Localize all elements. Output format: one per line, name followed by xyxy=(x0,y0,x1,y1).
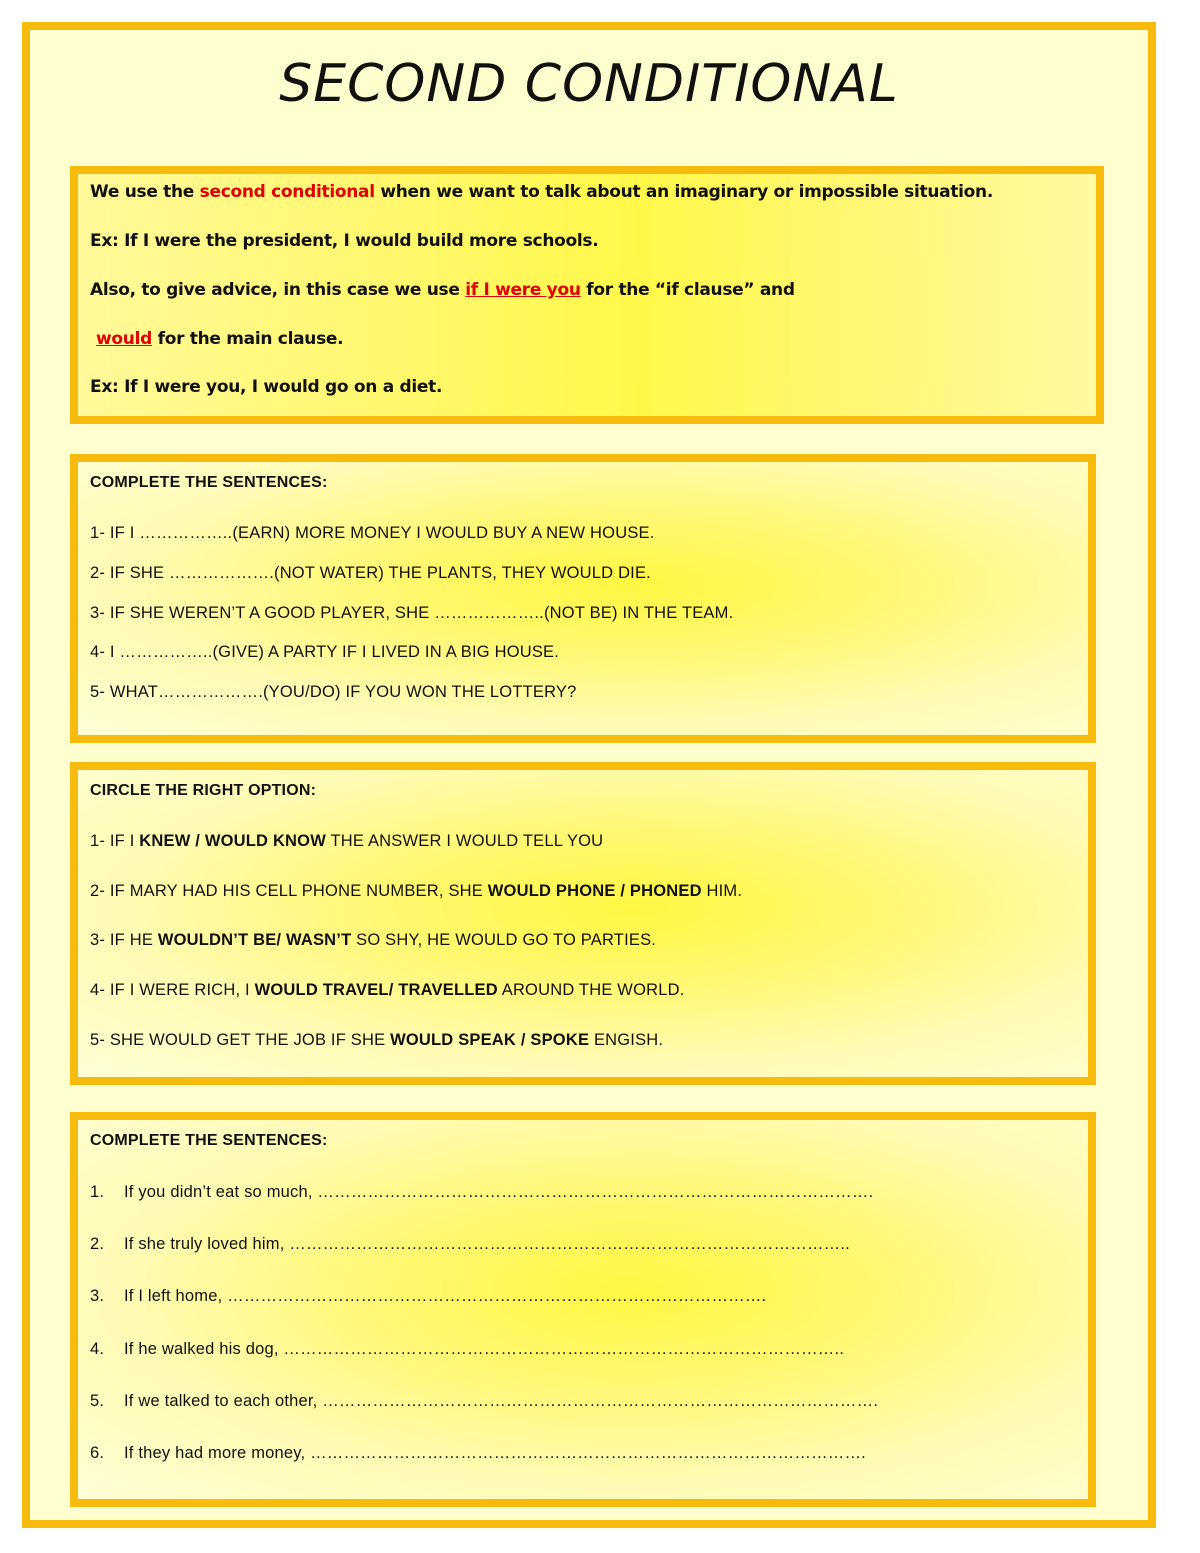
exercise-heading: CIRCLE THE RIGHT OPTION: xyxy=(90,782,317,799)
intro-example-2: Ex: If I were you, I would go on a diet. xyxy=(90,377,443,397)
item-text: If he walked his dog, ……………………………………………………………………………………….. xyxy=(124,1340,845,1358)
item-text: SO SHY, HE WOULD GO TO PARTIES. xyxy=(351,931,657,949)
exercise-item: 1- IF I ……………..(EARN) MORE MONEY I WOULD BUY A NEW HOUSE. xyxy=(90,524,655,542)
exercise-item xyxy=(90,981,685,1000)
list-item xyxy=(90,1392,878,1411)
exercise-item: 4- I ……………..(GIVE) A PARTY IF I LIVED IN A BIG HOUSE. xyxy=(90,643,560,661)
exercise-item xyxy=(90,832,603,851)
item-number: 5. xyxy=(90,1392,105,1410)
exercise-item: 5- WHAT……………….(YOU/DO) IF YOU WON THE LOTTERY? xyxy=(90,683,577,701)
intro-line-3 xyxy=(90,280,795,300)
item-text: THE ANSWER I WOULD TELL YOU xyxy=(326,832,604,850)
item-text: 3- IF HE xyxy=(90,931,158,949)
intro-text: for the main clause. xyxy=(151,329,344,349)
item-text: AROUND THE WORLD. xyxy=(497,981,685,999)
exercise-circle-box xyxy=(70,762,1096,1085)
list-item xyxy=(90,1235,850,1254)
item-number: 2. xyxy=(90,1235,105,1253)
exercise-complete-sentences-box xyxy=(70,1112,1096,1507)
item-number: 6. xyxy=(90,1444,105,1462)
option-choice[interactable]: WOULDN’T BE/ WASN’T xyxy=(157,931,352,949)
item-text: 1- IF I xyxy=(90,832,140,850)
item-number: 3. xyxy=(90,1287,105,1305)
item-text: 5- SHE WOULD GET THE JOB IF SHE xyxy=(90,1031,391,1049)
worksheet-page xyxy=(22,22,1156,1528)
exercise-item xyxy=(90,931,656,950)
option-choice[interactable]: WOULD SPEAK / SPOKE xyxy=(390,1031,590,1049)
item-text: If I left home, ……………………………………………………………………………………. xyxy=(124,1287,767,1305)
item-text: If she truly loved him, ……………………………………………………………………………………….. xyxy=(124,1235,850,1253)
highlight-if-i-were-you: if I were you xyxy=(465,280,581,300)
item-text: 4- IF I WERE RICH, I xyxy=(90,981,255,999)
explanation-box xyxy=(70,166,1104,424)
exercise-complete-box xyxy=(70,454,1096,743)
list-item xyxy=(90,1340,844,1359)
exercise-item xyxy=(90,1031,663,1050)
option-choice[interactable]: WOULD PHONE / PHONED xyxy=(487,882,702,900)
exercise-heading: COMPLETE THE SENTENCES: xyxy=(90,1132,328,1149)
item-text: 2- IF MARY HAD HIS CELL PHONE NUMBER, SHE xyxy=(90,882,488,900)
intro-text: when we want to talk about an imaginary or impossible situation. xyxy=(374,182,994,202)
exercise-item xyxy=(90,882,742,901)
intro-line-1 xyxy=(90,182,993,202)
item-number: 4. xyxy=(90,1340,105,1358)
intro-text: We use the xyxy=(90,182,200,202)
option-choice[interactable]: WOULD TRAVEL/ TRAVELLED xyxy=(254,981,498,999)
list-item xyxy=(90,1287,766,1306)
list-item xyxy=(90,1444,866,1463)
intro-text: for the “if clause” and xyxy=(580,280,795,300)
item-text: If you didn’t eat so much, ………………………………………………………………………………………. xyxy=(124,1183,874,1201)
exercise-heading: COMPLETE THE SENTENCES: xyxy=(90,474,328,491)
item-number: 1. xyxy=(90,1183,105,1201)
item-text: HIM. xyxy=(701,882,743,900)
item-text: If they had more money, ………………………………………………………………………………………. xyxy=(124,1444,866,1462)
intro-text: Also, to give advice, in this case we use xyxy=(90,280,466,300)
exercise-item: 2- IF SHE ……………….(NOT WATER) THE PLANTS, THEY WOULD DIE. xyxy=(90,564,651,582)
exercise-item: 3- IF SHE WEREN’T A GOOD PLAYER, SHE ………………..(NOT BE) IN THE TEAM. xyxy=(90,604,734,622)
item-text: If we talked to each other, ………………………………………………………………………………………. xyxy=(124,1392,879,1410)
intro-line-4 xyxy=(96,329,343,349)
highlight-would: would xyxy=(96,329,152,349)
item-text: ENGISH. xyxy=(589,1031,664,1049)
intro-example-1: Ex: If I were the president, I would build more schools. xyxy=(90,231,599,251)
page-title: SECOND CONDITIONAL xyxy=(279,54,899,114)
highlight-second-conditional: second conditional xyxy=(199,182,375,202)
list-item xyxy=(90,1183,873,1202)
option-choice[interactable]: KNEW / WOULD KNOW xyxy=(139,832,326,850)
